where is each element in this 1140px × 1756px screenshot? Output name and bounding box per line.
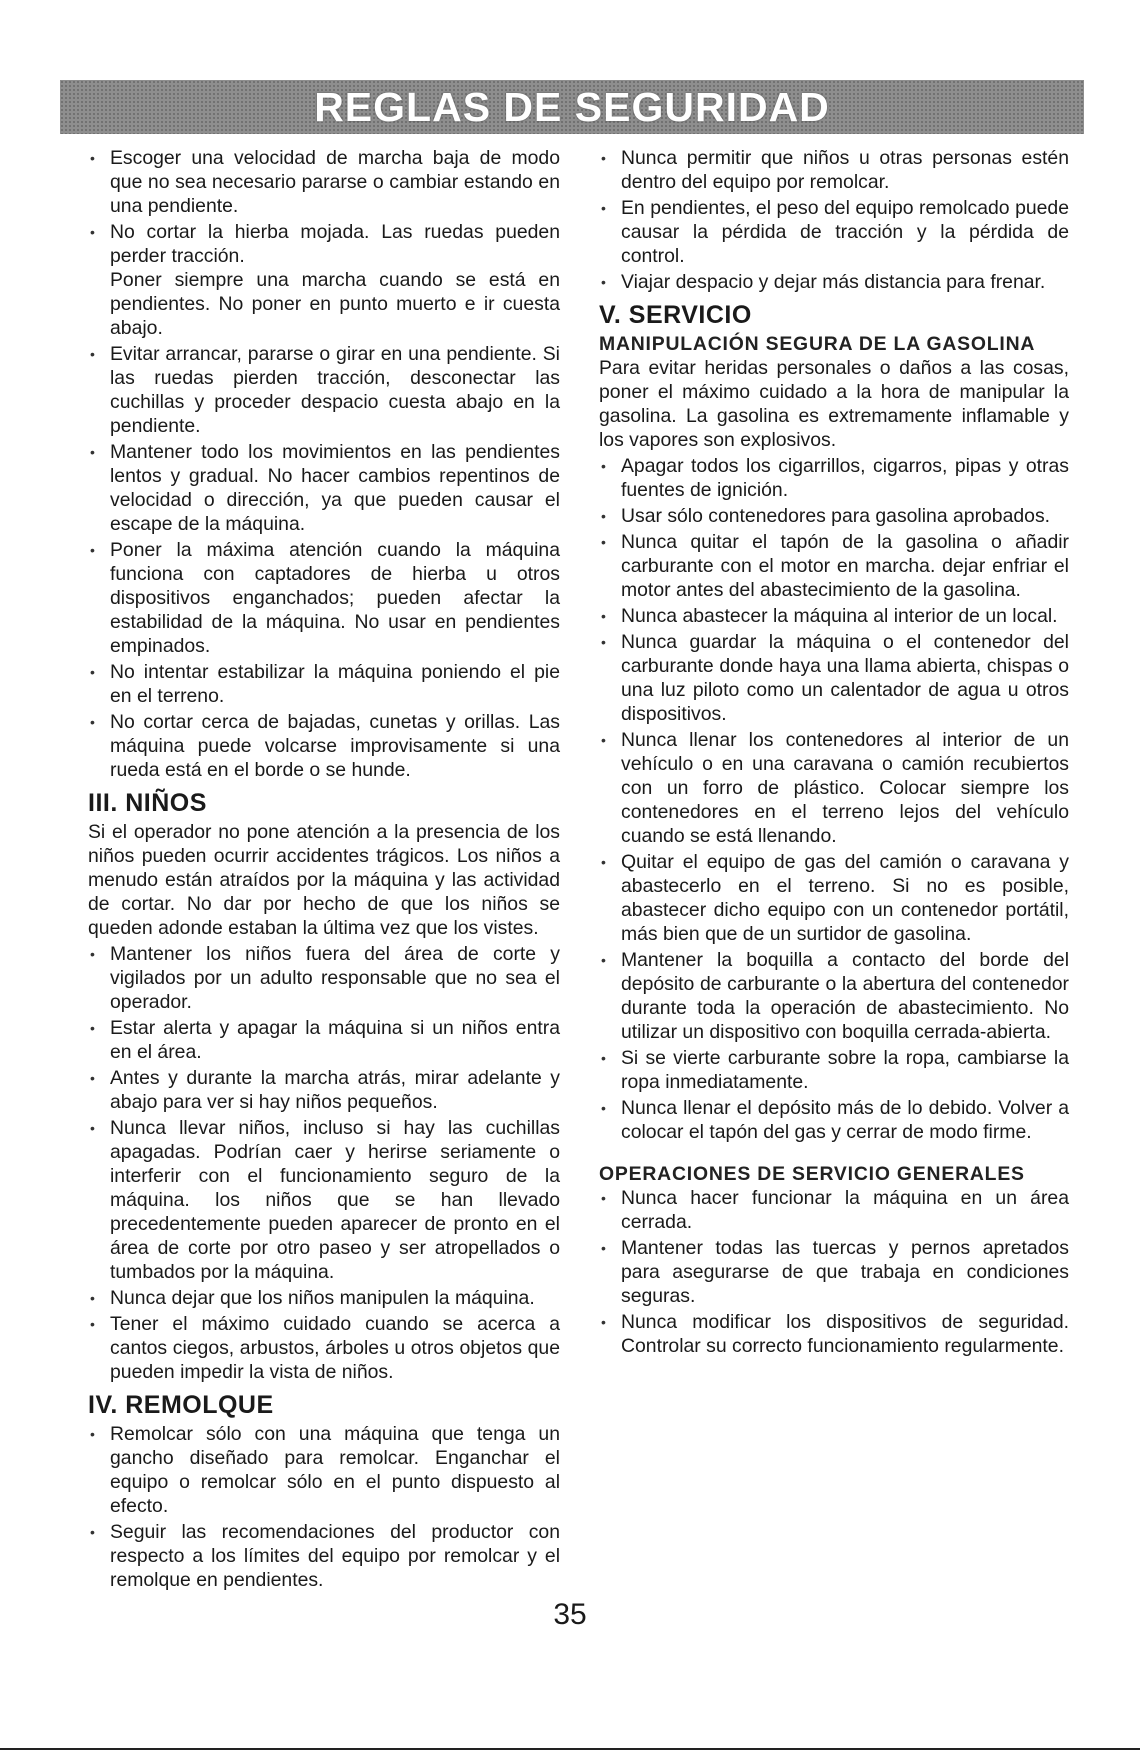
list-item-text: Tener el máximo cuidado cuando se acerca a cantos ciegos, arbustos, árboles u otros objetos que pueden impedir la vista de niños.: [110, 1313, 560, 1383]
list-item: [599, 1096, 1069, 1144]
list-item: [88, 146, 560, 218]
list-item-text: Nunca llevar niños, incluso si hay las cuchillas apagadas. Podrían caer y herirse seriamente o interferir con el funcionamiento seguro de la máquina. los niños que se han llevado precedentemente pueden aparecer de pronto en el área de corte por otro paseo y ser atropellados o tumbados por la máquina.: [110, 1117, 560, 1283]
list-item: [599, 270, 1069, 294]
list-item: [599, 196, 1069, 268]
bullet-list: [88, 146, 560, 782]
list-item-text: Mantener todas las tuercas y pernos apretados para asegurarse de que trabaja en condiciones seguras.: [621, 1237, 1069, 1307]
list-item-text: Mantener todo los movimientos en las pendientes lentos y gradual. No hacer cambios repentinos de velocidad o dirección, ya que pueden causar el escape de la máquina.: [110, 441, 560, 535]
list-item: [88, 710, 560, 782]
list-item-text: No cortar cerca de bajadas, cunetas y orillas. Las máquina puede volcarse improvisamente si una rueda está en el borde o se hunde.: [110, 711, 560, 781]
list-item: [599, 604, 1069, 628]
list-item-text: Remolcar sólo con una máquina que tenga un gancho diseñado para remolcar. Enganchar el equipo o remolcar sólo en el punto dispuesto al efecto.: [110, 1423, 560, 1517]
list-item-text: Si se vierte carburante sobre la ropa, cambiarse la ropa inmediatamente.: [621, 1047, 1069, 1093]
gasolina-intro: Para evitar heridas personales o daños a las cosas, poner el máximo cuidado a la hora de manipular la gasolina. La gasolina es extremamente inflamable y los vapores son explosivos.: [599, 357, 1069, 451]
left-column: [88, 146, 560, 1594]
section-heading-ninos: III. NIÑOS: [88, 789, 207, 817]
right-column: [599, 146, 1069, 1360]
list-item-text: Poner la máxima atención cuando la máquina funciona con captadores de hierba u otros dispositivos enganchados; pueden afectar la estabilidad de la máquina. No usar en pendientes empinados.: [110, 539, 560, 657]
list-item-text: En pendientes, el peso del equipo remolcado puede causar la pérdida de tracción y la pérdida de control.: [621, 197, 1069, 267]
list-item: [88, 1066, 560, 1114]
list-item-text: Seguir las recomendaciones del productor con respecto a los límites del equipo por remolcar y el remolque en pendientes.: [110, 1521, 560, 1591]
list-item-text: Escoger una velocidad de marcha baja de modo que no sea necesario pararse o cambiar estando en una pendiente.: [110, 147, 560, 217]
list-item: [599, 1236, 1069, 1308]
list-item: [599, 504, 1069, 528]
list-item-text: No intentar estabilizar la máquina poniendo el pie en el terreno.: [110, 661, 560, 707]
list-item: [88, 440, 560, 536]
section-heading-servicio: V. SERVICIO: [599, 301, 752, 329]
list-item: [88, 1422, 560, 1518]
bullet-list: [599, 146, 1069, 294]
list-item-text: Nunca dejar que los niños manipulen la máquina.: [110, 1287, 535, 1309]
page-number: 35: [553, 1598, 587, 1631]
list-item-text: Viajar despacio y dejar más distancia para frenar.: [621, 271, 1046, 293]
list-item-text: Apagar todos los cigarrillos, cigarros, pipas y otras fuentes de ignición.: [621, 455, 1069, 501]
subheading-operaciones: OPERACIONES DE SERVICIO GENERALES: [599, 1163, 1025, 1185]
list-item-text: Estar alerta y apagar la máquina si un niños entra en el área.: [110, 1017, 560, 1063]
list-item: [599, 530, 1069, 602]
list-item: [88, 538, 560, 658]
bullet-list: [599, 1186, 1069, 1358]
ninos-intro: Si el operador no pone atención a la presencia de los niños pueden ocurrir accidentes trágicos. Los niños a menudo están atraídos por la máquina y las actividad de cortar. No dar por hecho de que los niños se queden adonde estaban la última vez que los vistes.: [88, 821, 560, 939]
bullet-list: [88, 1422, 560, 1592]
list-item: [88, 1116, 560, 1284]
section-heading-remolque: IV. REMOLQUE: [88, 1391, 274, 1419]
list-item-text: Nunca hacer funcionar la máquina en un área cerrada.: [621, 1187, 1069, 1233]
bottom-rule: [0, 1748, 1140, 1750]
list-item-text: No cortar la hierba mojada. Las ruedas pueden perder tracción.: [110, 221, 560, 267]
list-item: [88, 220, 560, 340]
list-item-text: Antes y durante la marcha atrás, mirar adelante y abajo para ver si hay niños pequeños.: [110, 1067, 560, 1113]
section-banner: [60, 80, 1084, 134]
list-item-text: Nunca quitar el tapón de la gasolina o añadir carburante con el motor en marcha. dejar enfriar el motor antes del abastecimiento de la gasolina.: [621, 531, 1069, 601]
list-item: [599, 850, 1069, 946]
list-item-text: Mantener la boquilla a contacto del borde del depósito de carburante o la abertura del contenedor durante toda la operación de abastecimiento. No utilizar un dispositivo con boquilla cerrada-abierta.: [621, 949, 1069, 1043]
list-item: [599, 454, 1069, 502]
spacer: [599, 1146, 1069, 1160]
bullet-list: [599, 454, 1069, 1144]
list-item: [599, 948, 1069, 1044]
list-item: [599, 146, 1069, 194]
list-item-text: Nunca guardar la máquina o el contenedor del carburante donde haya una llama abierta, chispas o una luz piloto como un calentador de agua u otros dispositivos.: [621, 631, 1069, 725]
bullet-list: [88, 942, 560, 1384]
subheading-gasolina: MANIPULACIÓN SEGURA DE LA GASOLINA: [599, 333, 1036, 355]
list-item: [88, 1016, 560, 1064]
list-item: [599, 1186, 1069, 1234]
list-item-text: Evitar arrancar, pararse o girar en una pendiente. Si las ruedas pierden tracción, desconectar las cuchillas y proceder despacio cuesta abajo en la pendiente.: [110, 343, 560, 437]
list-item: [88, 1312, 560, 1384]
list-item: [88, 660, 560, 708]
list-item: [88, 1520, 560, 1592]
list-item-text: Nunca abastecer la máquina al interior de un local.: [621, 605, 1058, 627]
list-item-text: Nunca llenar el depósito más de lo debido. Volver a colocar el tapón del gas y cerrar de modo firme.: [621, 1097, 1069, 1143]
list-item: [599, 1310, 1069, 1358]
list-item: [88, 342, 560, 438]
list-item-note: Poner siempre una marcha cuando se está en pendientes. No poner en punto muerto e ir cuesta abajo.: [110, 269, 560, 339]
list-item: [599, 728, 1069, 848]
list-item-text: Nunca modificar los dispositivos de seguridad. Controlar su correcto funcionamiento regularmente.: [621, 1311, 1069, 1357]
list-item-text: Mantener los niños fuera del área de corte y vigilados por un adulto responsable que no sea el operador.: [110, 943, 560, 1013]
list-item-text: Quitar el equipo de gas del camión o caravana y abastecerlo en el terreno. Si no es posible, abastecer dicho equipo con un contenedor portátil, más bien que de un surtidor de gasolina.: [621, 851, 1069, 945]
list-item-text: Usar sólo contenedores para gasolina aprobados.: [621, 505, 1051, 527]
list-item: [88, 1286, 560, 1310]
list-item: [599, 630, 1069, 726]
list-item: [88, 942, 560, 1014]
page-title: REGLAS DE SEGURIDAD: [314, 83, 830, 130]
list-item-text: Nunca permitir que niños u otras personas estén dentro del equipo por remolcar.: [621, 147, 1069, 193]
list-item: [599, 1046, 1069, 1094]
list-item-text: Nunca llenar los contenedores al interior de un vehículo o en una caravana o camión recubiertos con un forro de plástico. Colocar siempre los contenedores en el terreno lejos del vehículo cuando se está llenando.: [621, 729, 1069, 847]
